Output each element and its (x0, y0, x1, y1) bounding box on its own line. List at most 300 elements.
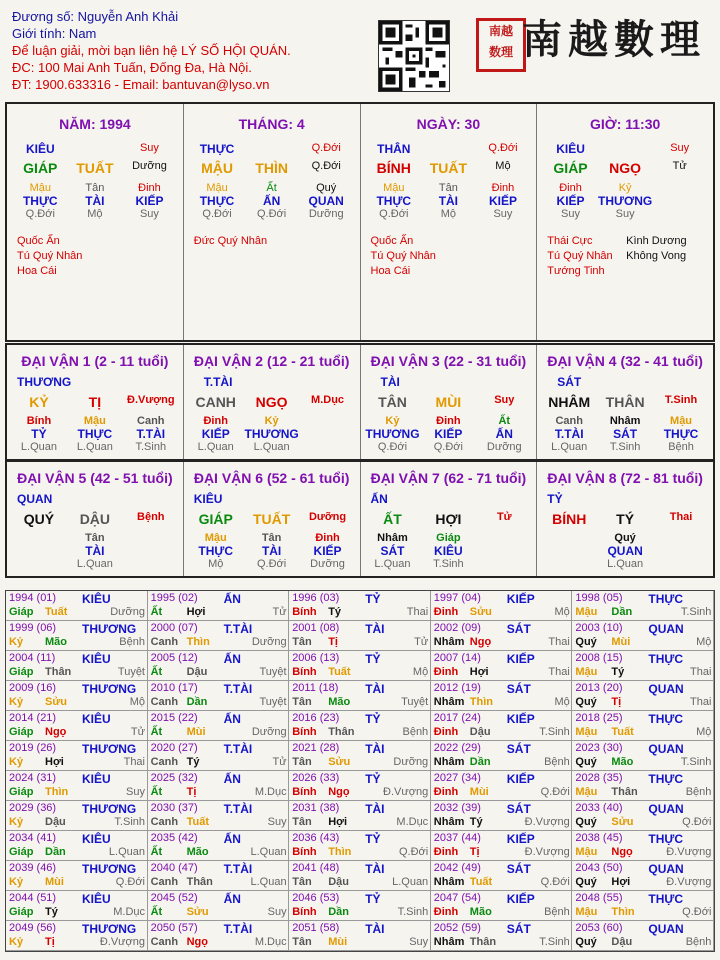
year-pillar (151, 876, 287, 888)
year-god: ẤN (223, 592, 241, 606)
hidden-stage: Q.Đới (379, 208, 409, 220)
spacer (300, 415, 356, 427)
pillar-year (7, 104, 184, 340)
year-branch: Tuất (469, 876, 493, 888)
year-stage: M.Dục (113, 906, 145, 918)
year-stem: Giáp (9, 666, 34, 678)
year-god: ẤN (223, 832, 241, 846)
year-stem: Giáp (9, 606, 34, 618)
year-branch: Thân (611, 786, 638, 798)
year-label: 2015 (22) (150, 712, 198, 724)
year-cell (148, 801, 290, 831)
spacer (300, 427, 356, 441)
year-stage: Thai (406, 606, 429, 618)
year-god: QUAN (648, 922, 684, 936)
hidden-god: T.TÀI (554, 427, 584, 441)
year-cell (572, 921, 714, 951)
year-label: 1995 (02) (150, 592, 198, 604)
pillar-title: NGÀY: 30 (416, 116, 481, 132)
year-cell (289, 681, 431, 711)
year-god: THƯƠNG (82, 622, 137, 636)
year-pillar (9, 936, 145, 948)
hidden-stem: Đinh (315, 532, 340, 544)
year-pillar (151, 696, 287, 708)
year-stem: Mậu (575, 666, 598, 678)
year-pillar (575, 726, 711, 738)
header-info (12, 8, 392, 93)
pillar-day (361, 104, 538, 340)
hidden-stem: Mậu (383, 182, 405, 194)
hidden-god: THƯƠNG (598, 194, 653, 208)
year-stem: Kỷ (9, 756, 24, 768)
hidden-stage-row (13, 208, 177, 220)
pillar-title: NĂM: 1994 (59, 116, 131, 132)
year-label: 2038 (45) (575, 832, 623, 844)
hidden-god: TỶ (31, 427, 47, 441)
branch-stage: Thai (669, 511, 693, 523)
year-cell (289, 771, 431, 801)
hidden-stem-row (190, 182, 354, 194)
year-label: 2016 (23) (292, 712, 340, 724)
year-stage: Bệnh (544, 756, 570, 768)
year-stem: Bính (292, 666, 317, 678)
year-god: ẤN (223, 892, 241, 906)
year-branch: Ngọ (611, 846, 633, 858)
gender: Giới tính: Nam (12, 26, 97, 41)
hidden-stage (541, 558, 597, 570)
phone-email-line: ĐT: 1900.633316 - Email: bantuvan@lyso.vn (12, 77, 270, 92)
year-label: 2001 (08) (292, 622, 340, 634)
year-stem: Nhâm (433, 936, 465, 948)
year-cell (289, 651, 431, 681)
hidden-stage: Q.Đới (257, 558, 287, 570)
can-god: THỰC (199, 142, 235, 156)
year-pillar (151, 906, 287, 918)
year-cell (431, 831, 573, 861)
hidden-stem (541, 532, 597, 544)
stage-top: Suy (139, 142, 159, 154)
stem-branch-row (543, 160, 707, 176)
year-god: THỰC (648, 892, 684, 906)
hidden-stage: L.Quan (374, 558, 411, 570)
hidden-stem: Kỷ (264, 415, 279, 427)
heavenly-stem: KỶ (29, 394, 49, 410)
year-pillar (434, 756, 570, 768)
year-god: TÀI (365, 622, 385, 636)
stars-left (547, 234, 626, 279)
hidden-god-row (11, 427, 179, 441)
year-cell (148, 741, 290, 771)
year-stage: Q.Đới (115, 876, 145, 888)
god-row (190, 142, 354, 156)
year-cell (572, 651, 714, 681)
year-stem: Bính (292, 786, 317, 798)
hidden-stage (653, 558, 709, 570)
year-branch: Thìn (45, 786, 69, 798)
year-god: THƯƠNG (82, 862, 137, 876)
year-branch: Mùi (186, 726, 206, 738)
year-label: 1998 (05) (575, 592, 623, 604)
year-cell (6, 711, 148, 741)
hidden-god-row (188, 427, 356, 441)
hidden-stage: Q.Đới (257, 208, 287, 220)
hidden-stage: Q.Đới (433, 441, 463, 453)
stage-top: Suy (670, 142, 690, 154)
year-cell (431, 711, 573, 741)
earthly-branch: TỊ (88, 394, 102, 410)
year-god: THƯƠNG (82, 682, 137, 696)
hidden-stem: Mậu (670, 415, 693, 427)
star-item: Kình Dương (626, 235, 687, 247)
year-label: 2008 (15) (575, 652, 623, 664)
star-item: Quốc Ấn (370, 235, 414, 247)
year-branch: Tuất (328, 666, 351, 678)
year-pillar (434, 726, 570, 738)
spacer (476, 532, 532, 544)
year-label: 2002 (09) (433, 622, 481, 634)
year-cell (431, 681, 573, 711)
year-stem: Mậu (575, 726, 598, 738)
year-stage: Bệnh (685, 786, 712, 798)
dai-van-god: TỶ (547, 492, 563, 506)
year-stem: Quý (575, 756, 597, 768)
year-pillar (575, 876, 711, 888)
year-god: QUAN (648, 742, 684, 756)
year-cell (148, 591, 290, 621)
year-pillar (151, 666, 287, 678)
year-cell (289, 621, 431, 651)
hidden-stem (11, 532, 67, 544)
year-branch: Dần (328, 906, 349, 918)
year-god: KIẾP (506, 712, 535, 726)
year-pillar (575, 846, 711, 858)
year-cell (572, 621, 714, 651)
hidden-stem: Mậu (29, 182, 51, 194)
hidden-stem: Kỷ (385, 415, 400, 427)
year-stage: Mộ (129, 696, 145, 708)
year-stage: Thai (548, 666, 570, 678)
earthly-branch: TUẤT (429, 160, 468, 176)
year-pillar (151, 936, 287, 948)
year-branch: Tuất (611, 726, 634, 738)
hidden-stem (123, 532, 179, 544)
year-stage: Đ.Vượng (99, 936, 145, 948)
heavenly-stem: BÍNH (376, 160, 411, 176)
year-branch: Mùi (611, 636, 631, 648)
year-stem: Ất (150, 606, 163, 618)
year-cell (6, 591, 148, 621)
earthly-branch: DẬU (79, 511, 111, 527)
year-stem: Nhâm (433, 816, 465, 828)
year-label: 2000 (07) (150, 622, 198, 634)
year-stage: L.Quan (250, 846, 287, 858)
year-branch: Sửu (186, 906, 209, 918)
branch-stage: Dưỡng (132, 160, 167, 172)
year-cell (431, 651, 573, 681)
hidden-stage-row (190, 208, 354, 220)
hidden-stage: Suy (139, 208, 159, 220)
year-pillar (9, 726, 145, 738)
year-god: SÁT (506, 682, 531, 696)
year-label: 2020 (27) (150, 742, 198, 754)
year-stage: Q.Đới (540, 786, 570, 798)
year-god: THỰC (648, 772, 684, 786)
hidden-stage: Dưỡng (310, 558, 345, 570)
hidden-god: THỰC (376, 194, 412, 208)
year-stage: Mộ (696, 726, 712, 738)
year-stem: Đinh (433, 666, 459, 678)
year-stage: Thai (689, 666, 712, 678)
year-stem: Ất (150, 726, 163, 738)
year-pillar (434, 696, 570, 708)
year-label: 2046 (53) (292, 892, 340, 904)
year-stage: L.Quan (392, 876, 429, 888)
stars-right (626, 234, 705, 279)
hidden-stage-row (541, 441, 709, 453)
year-label: 2036 (43) (292, 832, 340, 844)
year-cell (431, 861, 573, 891)
year-stem: Nhâm (433, 696, 465, 708)
branch-stage: Đ.Vượng (127, 394, 175, 406)
year-branch: Dậu (469, 726, 491, 738)
year-stage: Q.Đới (682, 906, 712, 918)
hidden-god: TÀI (85, 544, 105, 558)
year-stem: Nhâm (433, 876, 465, 888)
can-god: THÂN (377, 142, 411, 156)
year-pillar (9, 846, 145, 858)
year-branch: Sửu (45, 696, 68, 708)
year-pillar (575, 636, 711, 648)
hidden-god: ẤN (495, 427, 513, 441)
year-pillar (292, 846, 428, 858)
star-item: Quốc Ấn (17, 235, 60, 247)
hidden-stem: Đinh (491, 182, 515, 194)
earthly-branch: THÂN (605, 394, 645, 410)
year-god: KIẾP (506, 652, 535, 666)
stem-branch-row (188, 394, 356, 410)
year-stem: Tân (292, 876, 312, 888)
hidden-stage (123, 558, 179, 570)
hidden-stem: Tân (85, 182, 105, 194)
year-stage: Mộ (554, 606, 570, 618)
year-label: 2041 (48) (292, 862, 340, 874)
year-branch: Ngọ (328, 786, 350, 798)
stem-branch-row (13, 160, 177, 176)
year-stage: Đ.Vượng (666, 846, 712, 858)
heavenly-stem: BÍNH (552, 511, 587, 527)
year-god: TỶ (365, 772, 381, 786)
year-cell (148, 771, 290, 801)
year-god: KIÊU (82, 712, 111, 726)
year-god: THỰC (648, 592, 684, 606)
year-label: 2005 (12) (150, 652, 198, 664)
year-stem: Giáp (9, 846, 34, 858)
year-pillar (9, 876, 145, 888)
year-pillar (9, 636, 145, 648)
hidden-stem: Mậu (83, 415, 106, 427)
year-branch: Sửu (328, 756, 351, 768)
god-row (543, 142, 707, 156)
year-god: TỶ (365, 892, 381, 906)
year-label: 2035 (42) (150, 832, 198, 844)
year-label: 2018 (25) (575, 712, 623, 724)
year-stage: Mộ (696, 636, 712, 648)
earthly-branch: TUẤT (76, 160, 114, 176)
dai-van-title: ĐẠI VẬN 3 (22 - 31 tuổi) (370, 353, 527, 369)
year-branch: Thìn (469, 696, 494, 708)
year-branch: Mùi (45, 876, 64, 888)
year-god: QUAN (648, 622, 684, 636)
hidden-god-row (367, 194, 531, 208)
special-stars (371, 234, 527, 279)
star-item: Đức Quý Nhân (193, 235, 268, 247)
year-branch: Dần (45, 846, 66, 858)
hidden-stage-row (188, 558, 356, 570)
year-stage: Thai (689, 696, 712, 708)
hidden-god: KIẾP (556, 194, 585, 208)
hidden-stage (11, 558, 67, 570)
year-cell (289, 741, 431, 771)
year-stage: Suy (409, 936, 429, 948)
hidden-god-row (365, 544, 533, 558)
year-cell (148, 681, 290, 711)
year-label: 2014 (21) (9, 712, 57, 724)
god-row (367, 142, 531, 156)
hidden-god: KIẾP (135, 194, 164, 208)
dai-van-row-2 (5, 460, 715, 578)
year-stem: Bính (292, 726, 317, 738)
year-pillar (292, 726, 428, 738)
year-stage: Thai (548, 636, 570, 648)
year-stem: Kỷ (9, 636, 24, 648)
year-label: 2027 (34) (433, 772, 481, 784)
year-god: T.TÀI (223, 862, 253, 876)
year-branch: Dần (611, 606, 633, 618)
hidden-stem: Bính (26, 415, 52, 427)
hidden-stage-row (188, 441, 356, 453)
hidden-stage-row (365, 558, 533, 570)
can-god: KIÊU (556, 142, 585, 156)
year-cell (572, 831, 714, 861)
spacer (244, 142, 299, 156)
year-cell (572, 861, 714, 891)
stem-branch-row (11, 394, 179, 410)
year-stem: Ất (150, 666, 163, 678)
hidden-stage: T.Sinh (433, 558, 464, 570)
stem-branch-row (541, 511, 709, 527)
special-stars (194, 234, 350, 249)
year-label: 2045 (52) (150, 892, 198, 904)
spacer (68, 142, 123, 156)
year-cell (6, 621, 148, 651)
hidden-stem: Canh (137, 415, 165, 427)
year-label: 2040 (47) (150, 862, 198, 874)
hidden-stem: Đinh (436, 415, 461, 427)
year-label: 2051 (58) (292, 922, 340, 934)
dai-van-cell (537, 462, 713, 576)
year-stage: T.Sinh (680, 756, 712, 768)
year-stem: Quý (575, 936, 597, 948)
year-pillar (434, 786, 570, 798)
year-pillar (434, 876, 570, 888)
year-stem: Canh (150, 696, 179, 708)
year-cell (6, 831, 148, 861)
hidden-stem: Ất (498, 415, 511, 427)
year-stem: Giáp (9, 726, 34, 738)
year-cell (289, 711, 431, 741)
year-branch: Hợi (186, 606, 206, 618)
year-pillar (292, 696, 428, 708)
year-stage: Tử (272, 756, 287, 768)
year-stem: Tân (292, 936, 312, 948)
year-pillar (151, 726, 287, 738)
hidden-stage: Suy (493, 208, 513, 220)
year-branch: Mão (469, 906, 492, 918)
year-pillar (9, 786, 145, 798)
year-god: KIÊU (82, 592, 111, 606)
hidden-stem: Nhâm (377, 532, 408, 544)
year-label: 2024 (31) (9, 772, 57, 784)
hidden-stage: Q.Đới (377, 441, 408, 453)
year-god: T.TÀI (223, 802, 253, 816)
hidden-god-row (13, 194, 177, 208)
year-label: 2032 (39) (433, 802, 481, 814)
year-stage: T.Sinh (680, 606, 712, 618)
year-stage: T.Sinh (114, 816, 145, 828)
dai-van-cell (184, 345, 361, 459)
hidden-stage-row (541, 558, 709, 570)
year-branch: Ngọ (45, 726, 67, 738)
star-item: Hoa Cái (370, 265, 411, 277)
year-stage: T.Sinh (397, 906, 429, 918)
year-stem: Tân (292, 756, 312, 768)
year-label: 2013 (20) (575, 682, 623, 694)
year-cell (6, 741, 148, 771)
year-cell (572, 891, 714, 921)
year-pillar (151, 636, 287, 648)
year-stem: Nhâm (433, 756, 465, 768)
year-pillar (9, 816, 145, 828)
year-pillar (575, 906, 711, 918)
dai-van-god: THƯƠNG (17, 375, 72, 389)
year-god: TÀI (365, 682, 385, 696)
year-pillar (434, 846, 570, 858)
year-pillar (292, 786, 428, 798)
year-stage: Đ.Vượng (383, 786, 429, 798)
year-god: TỶ (365, 712, 381, 726)
hidden-god (541, 544, 597, 558)
dai-van-god: QUAN (17, 492, 53, 506)
year-cell (289, 891, 431, 921)
year-pillar (434, 636, 570, 648)
year-cell (148, 621, 290, 651)
year-pillar (9, 666, 145, 678)
hidden-stage-row (543, 208, 707, 220)
year-god: SÁT (506, 862, 531, 876)
year-label: 2023 (30) (575, 742, 623, 754)
hidden-stem: Tân (261, 532, 282, 544)
year-branch: Thân (469, 936, 497, 948)
year-label: 2039 (46) (9, 862, 57, 874)
year-god: T.TÀI (223, 742, 253, 756)
year-stem: Quý (575, 816, 597, 828)
year-branch: Mão (186, 846, 209, 858)
year-stage: Mộ (554, 696, 570, 708)
hidden-god: KIẾP (313, 544, 342, 558)
year-pillar (9, 696, 145, 708)
year-label: 2019 (26) (9, 742, 57, 754)
dai-van-god: TÀI (380, 375, 400, 389)
